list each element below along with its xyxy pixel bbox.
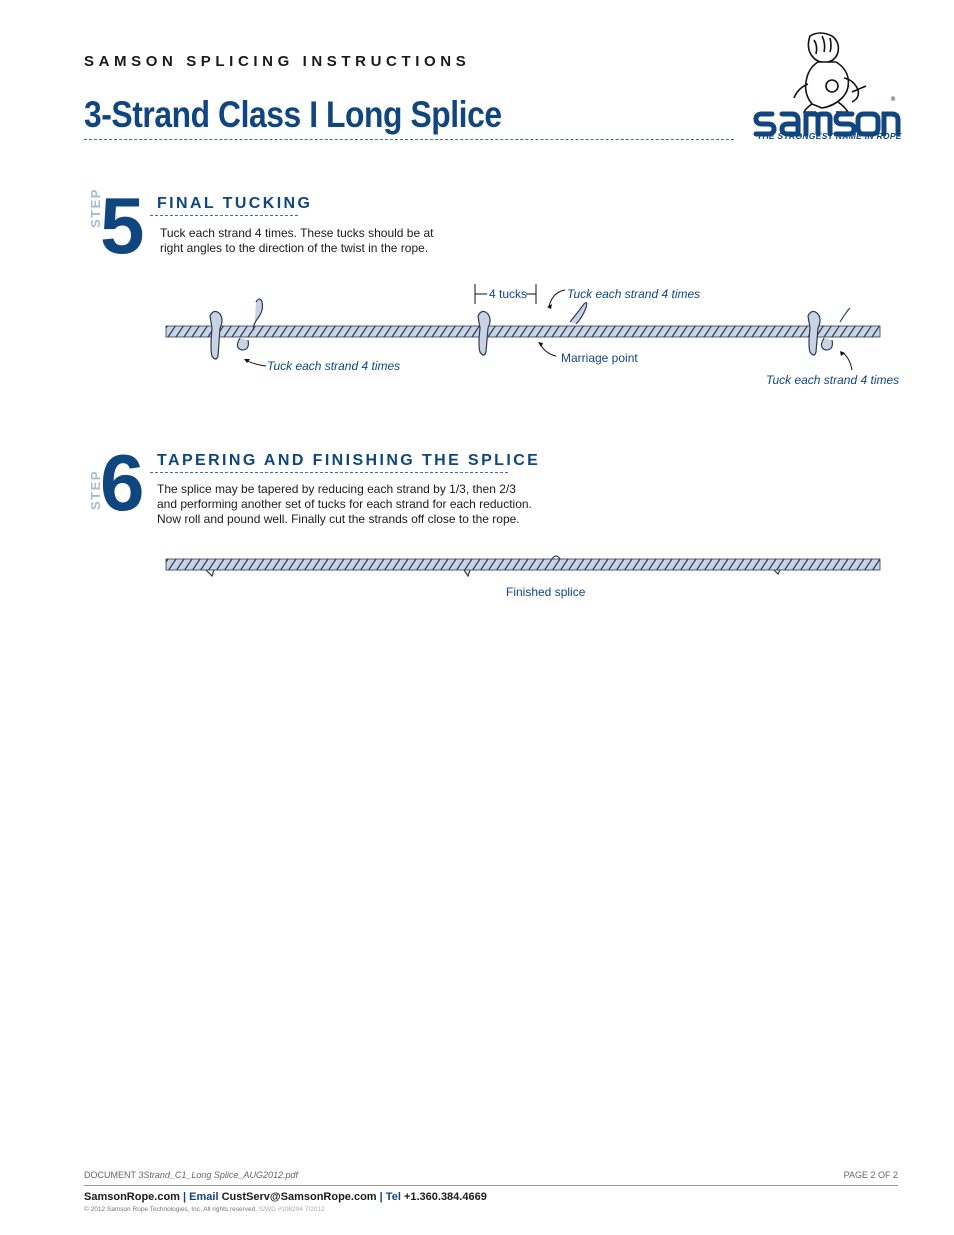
step5-body-line2: right angles to the direction of the twist in the rope. [160, 241, 429, 255]
step6-body [157, 482, 532, 527]
website-link[interactable]: SamsonRope.com [84, 1191, 180, 1203]
email-label: Email [189, 1191, 219, 1203]
tucked-strand-top [570, 303, 587, 324]
cut-strand-end-1 [206, 570, 214, 576]
cut-strand-end-2 [464, 570, 470, 576]
arrow-tuck-right [842, 352, 852, 370]
step6-label: STEP [88, 470, 103, 510]
arrow-tuck-top [549, 290, 565, 306]
label-tuck-left: Tuck each strand 4 times [267, 359, 401, 373]
page-title: 3-Strand Class I Long Splice [84, 94, 502, 135]
document-code: S/WD #108294 7/2012 [258, 1206, 325, 1213]
samson-logo [752, 28, 902, 144]
step6-heading: TAPERING AND FINISHING THE SPLICE [157, 452, 541, 469]
logo-tagline: THE STRONGEST NAME IN ROPE [757, 131, 902, 141]
step5-divider [150, 215, 298, 216]
arrow-marriage [540, 344, 556, 356]
separator-2: | [379, 1191, 383, 1203]
finished-splice-illustration [160, 550, 890, 580]
copyright [84, 1206, 325, 1213]
cut-strand-end-4 [774, 570, 780, 574]
footer-divider [84, 1185, 898, 1186]
label-4-tucks: 4 tucks [489, 287, 528, 301]
document-name [84, 1170, 298, 1180]
step6-number: 6 [100, 438, 145, 527]
document-prefix: DOCUMENT [84, 1170, 136, 1180]
step5-number: 5 [100, 181, 145, 270]
label-tuck-right: Tuck each strand 4 times [766, 373, 900, 387]
contact-line [84, 1191, 487, 1203]
arrow-tuck-left [246, 360, 266, 366]
label-finished-splice: Finished splice [506, 585, 586, 599]
copyright-text: © 2012 Samson Rope Technologies, Inc. All rights reserved. [84, 1206, 258, 1213]
step5-body [160, 226, 433, 256]
samson-mascot-icon [794, 33, 866, 112]
title-divider [84, 139, 734, 140]
step5-body-line1: Tuck each strand 4 times. These tucks should be at [160, 226, 434, 240]
finished-rope [166, 559, 880, 570]
step6-body-line3: Now roll and pound well. Finally cut the strands off close to the rope. [157, 512, 520, 526]
step6-body-line2: and performing another set of tucks for each strand for each reduction. [157, 497, 532, 511]
email-link[interactable]: CustServ@SamsonRope.com [221, 1191, 377, 1203]
tel-label: Tel [385, 1191, 401, 1203]
step5-label: STEP [88, 188, 103, 228]
rope [166, 326, 880, 337]
registered-mark: ® [890, 96, 896, 103]
separator-1: | [183, 1191, 187, 1203]
tucks-bracket-left [475, 284, 487, 304]
tucked-strand-left-3 [254, 299, 263, 330]
document-filename: 3Strand_C1_Long Splice_AUG2012.pdf [138, 1170, 298, 1180]
step6-divider [150, 472, 508, 473]
step6-body-line1: The splice may be tapered by reducing each strand by 1/3, then 2/3 [157, 482, 516, 496]
document-eyebrow: SAMSON SPLICING INSTRUCTIONS [84, 53, 471, 70]
step5-heading: FINAL TUCKING [157, 195, 313, 212]
tucked-strand-right-2 [821, 338, 832, 350]
tucked-strand-left-2 [237, 338, 248, 350]
label-tuck-top: Tuck each strand 4 times [567, 287, 701, 301]
tucks-bracket-right [526, 284, 536, 304]
tucked-strand-right-3 [840, 308, 850, 322]
page-number: PAGE 2 OF 2 [843, 1170, 898, 1180]
cut-strand-end-3 [552, 556, 560, 559]
label-marriage-point: Marriage point [561, 351, 638, 365]
tel-number: +1.360.384.4669 [403, 1191, 487, 1203]
